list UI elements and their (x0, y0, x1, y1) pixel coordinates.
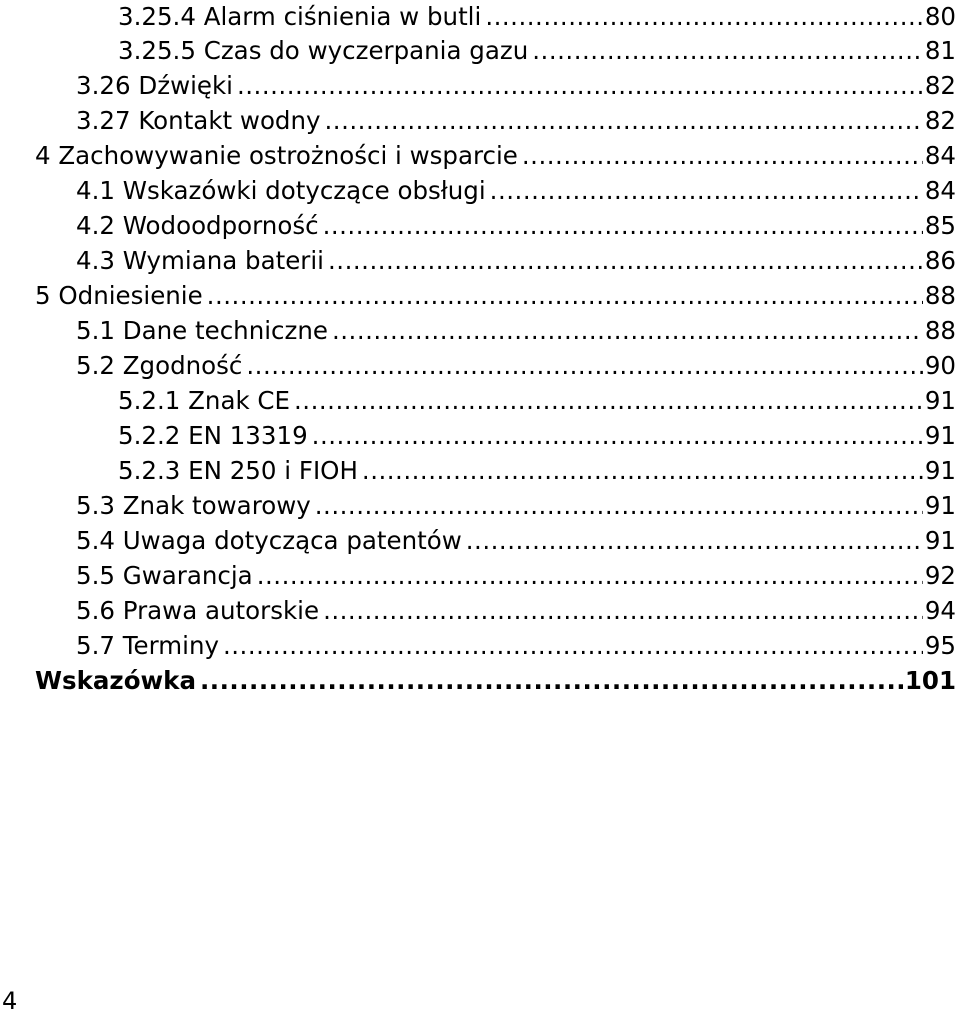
toc-entry-page: 91 (924, 456, 956, 485)
toc-entry-label: 5.4 Uwaga dotycząca patentów (76, 526, 462, 555)
toc-entry[interactable] (76, 209, 956, 243)
dot-leader (362, 454, 923, 488)
dot-leader (200, 664, 903, 698)
toc-entry-label: 5.1 Dane techniczne (76, 316, 328, 345)
toc-entry-label: 5 Odniesienie (35, 281, 203, 310)
dot-leader (466, 524, 923, 558)
dot-leader (207, 279, 923, 313)
toc-entry-label: 4.2 Wodoodporność (76, 211, 319, 240)
dot-leader (323, 594, 923, 628)
toc-entry-label: 5.7 Terminy (76, 631, 219, 660)
toc-entry-label: 5.2.3 EN 250 i FIOH (118, 456, 358, 485)
toc-entry-page: 92 (924, 561, 956, 590)
toc-entry-label: 4.3 Wymiana baterii (76, 246, 324, 275)
toc-entry-label: 3.25.5 Czas do wyczerpania gazu (118, 36, 529, 65)
toc-entry[interactable] (76, 594, 956, 628)
dot-leader (237, 69, 923, 103)
toc-entry-page: 81 (924, 36, 956, 65)
dot-leader (246, 349, 922, 383)
toc-entry-label: 3.26 Dźwięki (76, 71, 233, 100)
dot-leader (532, 34, 923, 68)
toc-entry-label: 5.6 Prawa autorskie (76, 596, 320, 625)
dot-leader (257, 559, 923, 593)
toc-entry-label: 5.3 Znak towarowy (76, 491, 311, 520)
toc-entry-page: 82 (924, 106, 956, 135)
toc-entry-label: 4.1 Wskazówki dotyczące obsługi (76, 176, 486, 205)
toc-entry-page: 88 (924, 281, 956, 310)
toc-entry[interactable] (76, 244, 956, 278)
toc-entry-label: 3.27 Kontakt wodny (76, 106, 321, 135)
toc-entry[interactable] (76, 104, 956, 138)
toc-entry[interactable] (76, 559, 956, 593)
toc-entry[interactable] (76, 174, 956, 208)
dot-leader (325, 104, 923, 138)
toc-entry[interactable] (35, 279, 956, 313)
toc-entry-page: 82 (924, 71, 956, 100)
toc-entry[interactable] (76, 349, 956, 383)
toc-entry-label: 5.2.1 Znak CE (118, 386, 291, 415)
toc-entry[interactable] (76, 489, 956, 523)
dot-leader (332, 314, 923, 348)
toc-entry-label: Wskazówka (35, 666, 196, 695)
toc-entry-chapter[interactable] (35, 664, 956, 698)
toc-entry-page: 84 (924, 176, 956, 205)
toc-entry-page: 88 (924, 316, 956, 345)
dot-leader (315, 489, 923, 523)
dot-leader (485, 0, 923, 34)
toc-entry-label: 5.2.2 EN 13319 (118, 421, 308, 450)
toc-entry[interactable] (35, 139, 956, 173)
toc-entry-page: 85 (924, 211, 956, 240)
toc-entry-page: 80 (924, 2, 956, 31)
toc-entry[interactable] (118, 384, 956, 418)
toc-entry[interactable] (76, 524, 956, 558)
toc-entry-page: 91 (924, 386, 956, 415)
toc-entry[interactable] (76, 314, 956, 348)
toc-entry-page: 91 (924, 421, 956, 450)
toc-entry-page: 90 (924, 351, 956, 380)
dot-leader (490, 174, 923, 208)
page-number: 4 (2, 987, 18, 1015)
toc-entry[interactable] (118, 0, 956, 34)
toc-entry-page: 91 (924, 526, 956, 555)
dot-leader (323, 209, 923, 243)
toc-entry[interactable] (76, 629, 956, 663)
toc-entry-page: 91 (924, 491, 956, 520)
dot-leader (328, 244, 923, 278)
toc-entry-label: 4 Zachowywanie ostrożności i wsparcie (35, 141, 518, 170)
toc-entry-label: 5.2 Zgodność (76, 351, 243, 380)
toc-entry-page: 86 (924, 246, 956, 275)
toc-entry-page: 101 (904, 666, 956, 695)
toc-entry-label: 3.25.4 Alarm ciśnienia w butli (118, 2, 482, 31)
toc-entry-label: 5.5 Gwarancja (76, 561, 253, 590)
dot-leader (522, 139, 923, 173)
toc-entry[interactable] (118, 419, 956, 453)
dot-leader (223, 629, 923, 663)
toc-entry-page: 94 (924, 596, 956, 625)
toc-entry[interactable] (118, 34, 956, 68)
toc-entry[interactable] (118, 454, 956, 488)
dot-leader (294, 384, 923, 418)
toc-entry[interactable] (76, 69, 956, 103)
toc-entry-page: 95 (924, 631, 956, 660)
toc-entry-page: 84 (924, 141, 956, 170)
dot-leader (312, 419, 923, 453)
